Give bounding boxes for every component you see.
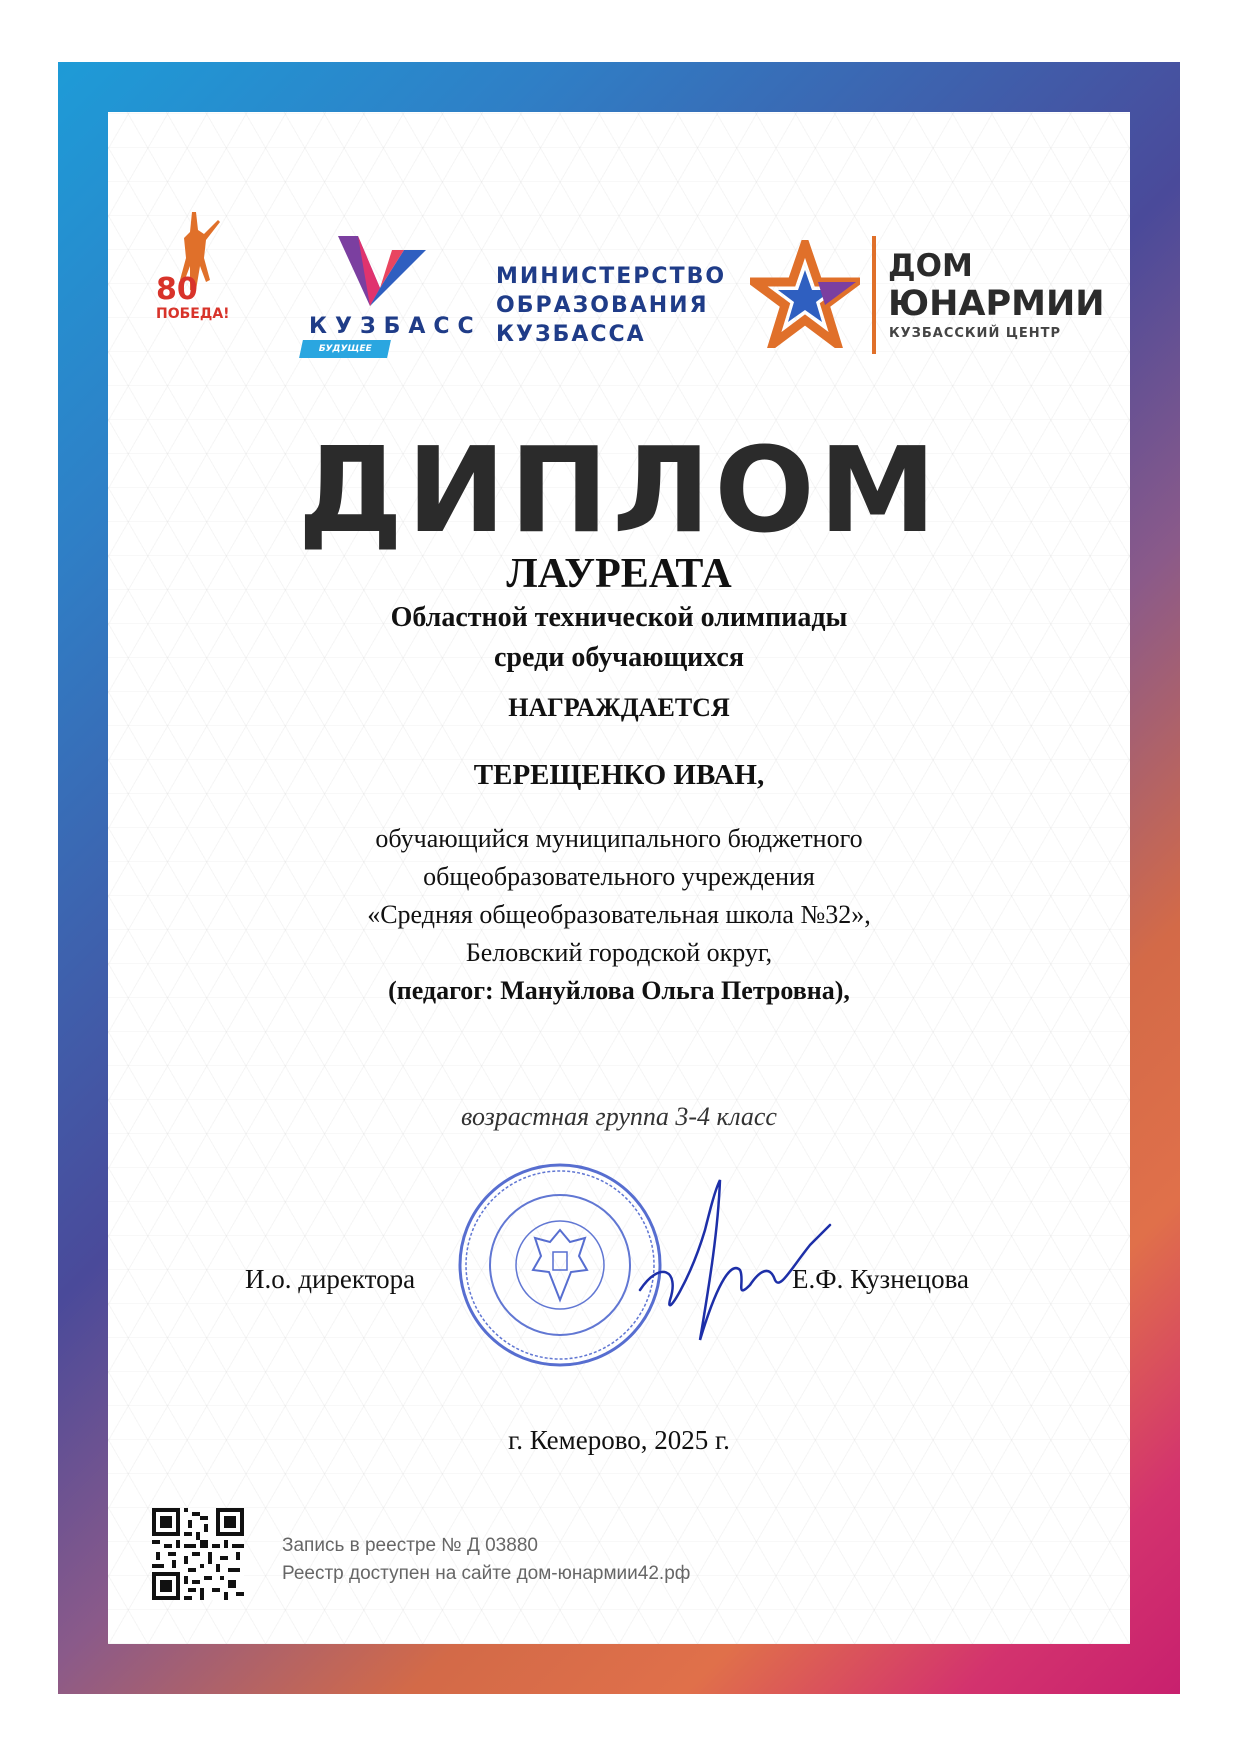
victory-80-logo	[156, 210, 230, 325]
director-signature	[620, 1170, 840, 1355]
teacher-line: (педагог: Мануйлова Ольга Петровна),	[388, 976, 850, 1005]
dom-divider	[872, 236, 876, 354]
awarded-label: НАГРАЖДАЕТСЯ	[508, 693, 730, 722]
dom-line1: ДОМ	[888, 248, 973, 284]
signature-name: Е.Ф. Кузнецова	[792, 1264, 969, 1294]
signature-position: И.о. директора	[245, 1264, 416, 1294]
kuzbass-logo	[330, 236, 430, 308]
ministry-line3: КУЗБАССА	[496, 322, 646, 347]
detail-line: общеобразовательного учреждения	[423, 862, 815, 891]
ministry-line1: МИНИСТЕРСТВО	[496, 264, 727, 289]
event-line1: Областной технической олимпиады	[390, 602, 848, 633]
victory-text: ПОБЕДА!	[156, 306, 230, 322]
event-line2: среди обучающихся	[493, 642, 745, 673]
kuzbass-v-icon	[330, 236, 430, 308]
recipient-name: ТЕРЕЩЕНКО ИВАН,	[473, 759, 765, 791]
registry-site: Реестр доступен на сайте дом-юнармии42.рф	[282, 1563, 691, 1584]
detail-line: обучающийся муниципального бюджетного	[375, 824, 863, 853]
dom-line2: ЮНАРМИИ	[888, 284, 1105, 324]
dom-yunarmii-star-icon	[750, 240, 860, 353]
diploma-title: ДИПЛОМ	[297, 421, 941, 559]
dom-line3: КУЗБАССКИЙ ЦЕНТР	[889, 326, 1062, 341]
registry-record: Запись в реестре № Д 03880	[282, 1535, 538, 1556]
qr-code	[152, 1508, 244, 1605]
detail-line: «Средняя общеобразовательная школа №32»,	[367, 900, 871, 929]
ministry-logo	[496, 262, 726, 349]
kuzbass-name: КУЗБАСС	[309, 314, 482, 339]
kuzbass-tag: БУДУЩЕЕ	[299, 340, 391, 358]
ministry-line2: ОБРАЗОВАНИЯ	[496, 293, 709, 318]
victory-number: 80	[156, 272, 198, 307]
age-group: возрастная группа 3-4 класс	[461, 1102, 777, 1131]
place-date: г. Кемерово, 2025 г.	[508, 1425, 730, 1455]
detail-line: Беловский городской округ,	[465, 938, 773, 967]
diploma-subtitle: ЛАУРЕАТА	[506, 551, 732, 597]
